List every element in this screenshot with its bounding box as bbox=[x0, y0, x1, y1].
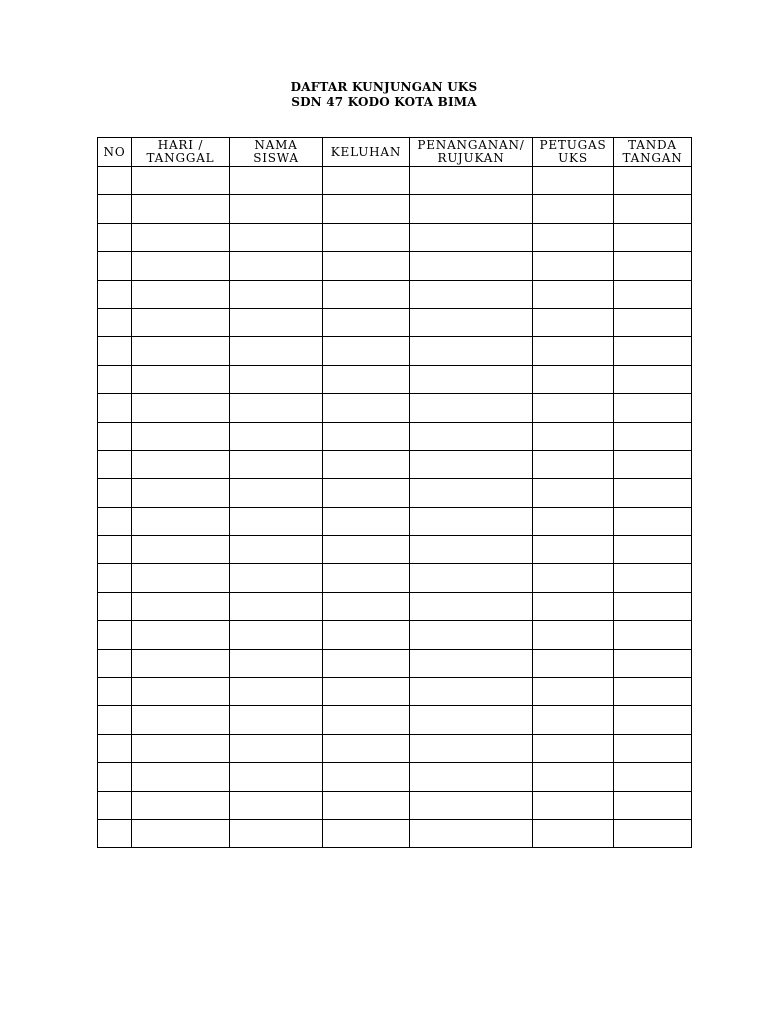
cell-complaint bbox=[323, 592, 410, 620]
cell-student-name bbox=[230, 734, 323, 762]
cell-officer bbox=[533, 649, 614, 677]
cell-date bbox=[132, 819, 230, 847]
cell-no bbox=[98, 507, 132, 535]
document-header bbox=[0, 80, 768, 110]
cell-date bbox=[132, 167, 230, 195]
cell-complaint bbox=[323, 365, 410, 393]
cell-signature bbox=[614, 507, 692, 535]
cell-student-name bbox=[230, 621, 323, 649]
cell-no bbox=[98, 394, 132, 422]
cell-officer bbox=[533, 819, 614, 847]
cell-treatment bbox=[410, 280, 533, 308]
cell-signature bbox=[614, 621, 692, 649]
cell-treatment bbox=[410, 706, 533, 734]
cell-signature bbox=[614, 564, 692, 592]
cell-date bbox=[132, 536, 230, 564]
cell-student-name bbox=[230, 280, 323, 308]
cell-no bbox=[98, 791, 132, 819]
cell-no bbox=[98, 308, 132, 336]
cell-complaint bbox=[323, 649, 410, 677]
cell-signature bbox=[614, 734, 692, 762]
column-header-officer: PETUGAS UKS bbox=[533, 138, 614, 167]
cell-student-name bbox=[230, 167, 323, 195]
table-row bbox=[98, 252, 692, 280]
cell-complaint bbox=[323, 479, 410, 507]
cell-complaint bbox=[323, 252, 410, 280]
cell-treatment bbox=[410, 365, 533, 393]
table-row bbox=[98, 734, 692, 762]
column-header-student-name: NAMA SISWA bbox=[230, 138, 323, 167]
cell-complaint bbox=[323, 394, 410, 422]
cell-officer bbox=[533, 337, 614, 365]
cell-student-name bbox=[230, 791, 323, 819]
cell-treatment bbox=[410, 223, 533, 251]
table-row bbox=[98, 507, 692, 535]
cell-signature bbox=[614, 649, 692, 677]
cell-officer bbox=[533, 167, 614, 195]
cell-no bbox=[98, 678, 132, 706]
column-header-date: HARI / TANGGAL bbox=[132, 138, 230, 167]
cell-no bbox=[98, 706, 132, 734]
cell-treatment bbox=[410, 763, 533, 791]
cell-treatment bbox=[410, 479, 533, 507]
cell-student-name bbox=[230, 195, 323, 223]
visit-log-table bbox=[97, 137, 692, 848]
cell-date bbox=[132, 791, 230, 819]
cell-date bbox=[132, 649, 230, 677]
cell-date bbox=[132, 763, 230, 791]
cell-student-name bbox=[230, 308, 323, 336]
cell-complaint bbox=[323, 223, 410, 251]
cell-complaint bbox=[323, 308, 410, 336]
table-row bbox=[98, 223, 692, 251]
cell-complaint bbox=[323, 507, 410, 535]
table-row bbox=[98, 280, 692, 308]
cell-no bbox=[98, 592, 132, 620]
cell-treatment bbox=[410, 678, 533, 706]
cell-officer bbox=[533, 734, 614, 762]
cell-treatment bbox=[410, 167, 533, 195]
cell-no bbox=[98, 252, 132, 280]
cell-signature bbox=[614, 308, 692, 336]
cell-signature bbox=[614, 450, 692, 478]
cell-officer bbox=[533, 308, 614, 336]
cell-signature bbox=[614, 763, 692, 791]
document-subtitle: SDN 47 KODO KOTA BIMA bbox=[291, 95, 477, 109]
cell-officer bbox=[533, 450, 614, 478]
cell-no bbox=[98, 337, 132, 365]
cell-treatment bbox=[410, 649, 533, 677]
cell-date bbox=[132, 592, 230, 620]
cell-date bbox=[132, 280, 230, 308]
cell-complaint bbox=[323, 167, 410, 195]
cell-signature bbox=[614, 195, 692, 223]
cell-complaint bbox=[323, 450, 410, 478]
cell-treatment bbox=[410, 819, 533, 847]
cell-date bbox=[132, 422, 230, 450]
cell-date bbox=[132, 252, 230, 280]
cell-student-name bbox=[230, 479, 323, 507]
cell-officer bbox=[533, 536, 614, 564]
cell-officer bbox=[533, 763, 614, 791]
cell-officer bbox=[533, 479, 614, 507]
cell-date bbox=[132, 479, 230, 507]
cell-treatment bbox=[410, 195, 533, 223]
cell-no bbox=[98, 365, 132, 393]
cell-complaint bbox=[323, 195, 410, 223]
cell-date bbox=[132, 223, 230, 251]
cell-complaint bbox=[323, 819, 410, 847]
cell-student-name bbox=[230, 649, 323, 677]
cell-officer bbox=[533, 394, 614, 422]
cell-complaint bbox=[323, 280, 410, 308]
cell-date bbox=[132, 394, 230, 422]
cell-student-name bbox=[230, 819, 323, 847]
cell-date bbox=[132, 706, 230, 734]
document-title: DAFTAR KUNJUNGAN UKS bbox=[290, 80, 478, 94]
table-row bbox=[98, 649, 692, 677]
cell-officer bbox=[533, 422, 614, 450]
cell-complaint bbox=[323, 422, 410, 450]
cell-complaint bbox=[323, 678, 410, 706]
cell-treatment bbox=[410, 507, 533, 535]
cell-date bbox=[132, 564, 230, 592]
cell-date bbox=[132, 450, 230, 478]
cell-treatment bbox=[410, 621, 533, 649]
column-header-treatment: PENANGANAN/ RUJUKAN bbox=[410, 138, 533, 167]
cell-no bbox=[98, 536, 132, 564]
column-header-no: NO bbox=[98, 138, 132, 167]
cell-treatment bbox=[410, 564, 533, 592]
table-row bbox=[98, 167, 692, 195]
cell-date bbox=[132, 337, 230, 365]
cell-complaint bbox=[323, 337, 410, 365]
cell-treatment bbox=[410, 252, 533, 280]
cell-student-name bbox=[230, 564, 323, 592]
table-row bbox=[98, 592, 692, 620]
cell-officer bbox=[533, 621, 614, 649]
table-row bbox=[98, 763, 692, 791]
cell-officer bbox=[533, 195, 614, 223]
cell-treatment bbox=[410, 337, 533, 365]
cell-no bbox=[98, 621, 132, 649]
cell-student-name bbox=[230, 394, 323, 422]
cell-date bbox=[132, 734, 230, 762]
cell-date bbox=[132, 195, 230, 223]
cell-no bbox=[98, 763, 132, 791]
table-row bbox=[98, 536, 692, 564]
table-row bbox=[98, 791, 692, 819]
cell-date bbox=[132, 365, 230, 393]
cell-date bbox=[132, 621, 230, 649]
cell-complaint bbox=[323, 791, 410, 819]
cell-no bbox=[98, 649, 132, 677]
cell-treatment bbox=[410, 536, 533, 564]
cell-signature bbox=[614, 167, 692, 195]
table-row bbox=[98, 394, 692, 422]
cell-no bbox=[98, 223, 132, 251]
table-row bbox=[98, 337, 692, 365]
cell-complaint bbox=[323, 763, 410, 791]
cell-signature bbox=[614, 819, 692, 847]
table-row bbox=[98, 308, 692, 336]
cell-officer bbox=[533, 223, 614, 251]
cell-signature bbox=[614, 337, 692, 365]
cell-no bbox=[98, 280, 132, 308]
cell-signature bbox=[614, 252, 692, 280]
cell-student-name bbox=[230, 536, 323, 564]
table-row bbox=[98, 450, 692, 478]
cell-date bbox=[132, 507, 230, 535]
cell-signature bbox=[614, 592, 692, 620]
table-row bbox=[98, 621, 692, 649]
cell-student-name bbox=[230, 223, 323, 251]
column-header-signature: TANDA TANGAN bbox=[614, 138, 692, 167]
cell-no bbox=[98, 167, 132, 195]
cell-complaint bbox=[323, 706, 410, 734]
cell-signature bbox=[614, 678, 692, 706]
table-row bbox=[98, 422, 692, 450]
cell-student-name bbox=[230, 422, 323, 450]
cell-treatment bbox=[410, 308, 533, 336]
cell-officer bbox=[533, 507, 614, 535]
cell-complaint bbox=[323, 536, 410, 564]
cell-officer bbox=[533, 592, 614, 620]
cell-treatment bbox=[410, 450, 533, 478]
table-row bbox=[98, 479, 692, 507]
cell-officer bbox=[533, 791, 614, 819]
table-row bbox=[98, 365, 692, 393]
cell-student-name bbox=[230, 706, 323, 734]
table-row bbox=[98, 195, 692, 223]
cell-no bbox=[98, 450, 132, 478]
cell-treatment bbox=[410, 422, 533, 450]
cell-student-name bbox=[230, 450, 323, 478]
cell-officer bbox=[533, 280, 614, 308]
cell-no bbox=[98, 819, 132, 847]
cell-no bbox=[98, 195, 132, 223]
cell-student-name bbox=[230, 763, 323, 791]
cell-officer bbox=[533, 678, 614, 706]
cell-no bbox=[98, 422, 132, 450]
cell-signature bbox=[614, 280, 692, 308]
cell-signature bbox=[614, 706, 692, 734]
cell-officer bbox=[533, 564, 614, 592]
cell-officer bbox=[533, 252, 614, 280]
cell-student-name bbox=[230, 678, 323, 706]
cell-treatment bbox=[410, 592, 533, 620]
cell-student-name bbox=[230, 252, 323, 280]
table-row bbox=[98, 819, 692, 847]
cell-student-name bbox=[230, 507, 323, 535]
cell-treatment bbox=[410, 791, 533, 819]
cell-complaint bbox=[323, 564, 410, 592]
cell-signature bbox=[614, 223, 692, 251]
cell-complaint bbox=[323, 621, 410, 649]
cell-officer bbox=[533, 365, 614, 393]
cell-student-name bbox=[230, 337, 323, 365]
cell-student-name bbox=[230, 592, 323, 620]
cell-date bbox=[132, 308, 230, 336]
table-row bbox=[98, 564, 692, 592]
cell-signature bbox=[614, 422, 692, 450]
cell-no bbox=[98, 479, 132, 507]
table-row bbox=[98, 706, 692, 734]
cell-signature bbox=[614, 536, 692, 564]
cell-treatment bbox=[410, 394, 533, 422]
cell-signature bbox=[614, 791, 692, 819]
cell-signature bbox=[614, 479, 692, 507]
cell-complaint bbox=[323, 734, 410, 762]
cell-officer bbox=[533, 706, 614, 734]
cell-signature bbox=[614, 365, 692, 393]
cell-no bbox=[98, 564, 132, 592]
table-body bbox=[98, 167, 692, 848]
table-header-row bbox=[98, 138, 692, 167]
cell-no bbox=[98, 734, 132, 762]
table-row bbox=[98, 678, 692, 706]
cell-treatment bbox=[410, 734, 533, 762]
cell-signature bbox=[614, 394, 692, 422]
column-header-complaint: KELUHAN bbox=[323, 138, 410, 167]
cell-date bbox=[132, 678, 230, 706]
cell-student-name bbox=[230, 365, 323, 393]
